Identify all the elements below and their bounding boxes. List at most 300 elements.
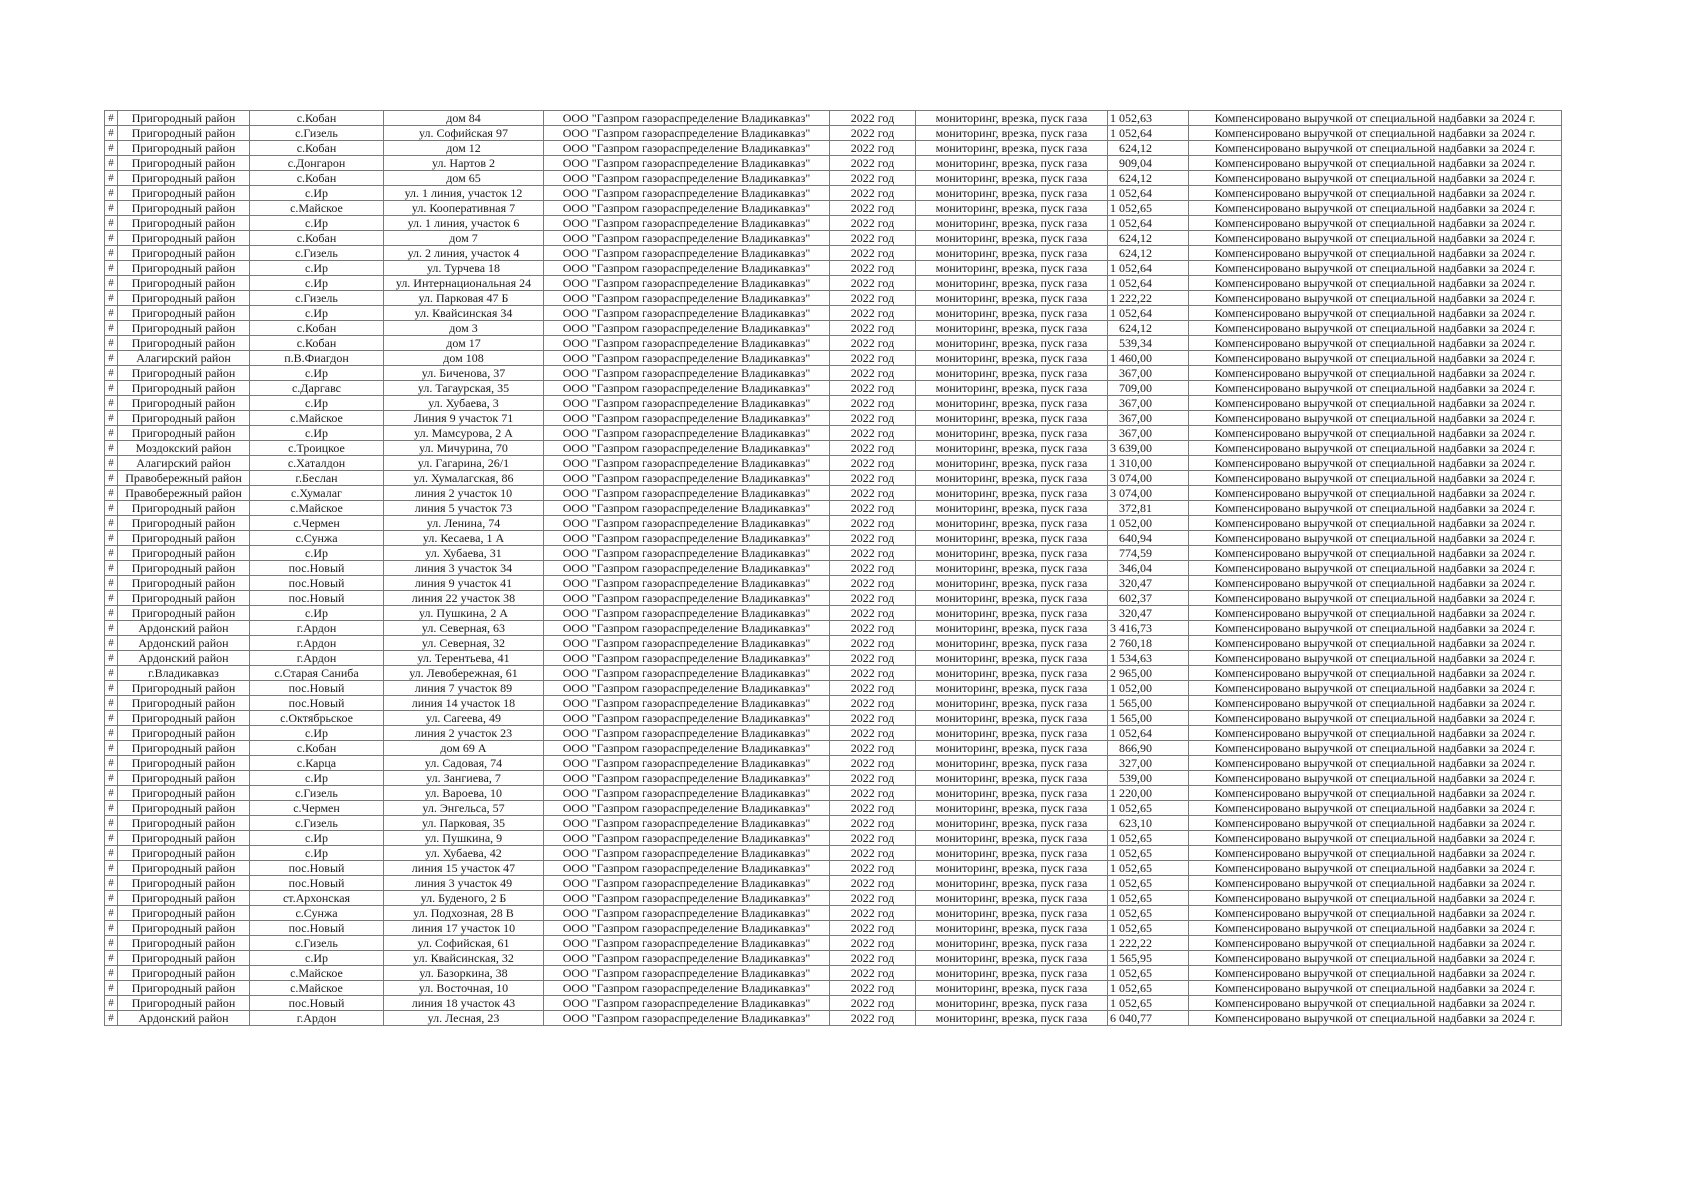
works-cell: мониторинг, врезка, пуск газа [916,516,1108,531]
organization-cell: ООО "Газпром газораспределение Владикавказ" [544,351,830,366]
table-row [105,621,1562,636]
note-cell: Компенсировано выручкой от специальной надбавки за 2024 г. [1189,366,1562,381]
note-cell: Компенсировано выручкой от специальной надбавки за 2024 г. [1189,696,1562,711]
settlement-cell: с.Ир [250,951,384,966]
address-cell: линия 3 участок 34 [384,561,544,576]
table-row [105,291,1562,306]
amount-cell: 6 040,77 [1108,1011,1189,1026]
works-cell: мониторинг, врезка, пуск газа [916,636,1108,651]
year-cell: 2022 год [830,966,916,981]
note-cell: Компенсировано выручкой от специальной надбавки за 2024 г. [1189,336,1562,351]
district-cell: Пригородный район [118,711,250,726]
row-marker: # [105,561,118,576]
year-cell: 2022 год [830,621,916,636]
amount-cell: 367,00 [1108,426,1189,441]
table-row [105,501,1562,516]
district-cell: Правобережный район [118,486,250,501]
district-cell: Пригородный район [118,576,250,591]
year-cell: 2022 год [830,531,916,546]
works-cell: мониторинг, врезка, пуск газа [916,561,1108,576]
organization-cell: ООО "Газпром газораспределение Владикавказ" [544,681,830,696]
district-cell: Ардонский район [118,636,250,651]
settlement-cell: пос.Новый [250,996,384,1011]
note-cell: Компенсировано выручкой от специальной надбавки за 2024 г. [1189,846,1562,861]
settlement-cell: с.Гизель [250,786,384,801]
row-marker: # [105,741,118,756]
table-row [105,516,1562,531]
table-row [105,216,1562,231]
note-cell: Компенсировано выручкой от специальной надбавки за 2024 г. [1189,276,1562,291]
amount-cell: 602,37 [1108,591,1189,606]
works-cell: мониторинг, врезка, пуск газа [916,621,1108,636]
amount-cell: 1 052,65 [1108,891,1189,906]
settlement-cell: с.Ир [250,396,384,411]
address-cell: ул. Тагаурская, 35 [384,381,544,396]
organization-cell: ООО "Газпром газораспределение Владикавказ" [544,651,830,666]
district-cell: Пригородный район [118,756,250,771]
amount-cell: 3 074,00 [1108,471,1189,486]
address-cell: ул. Квайсинская 34 [384,306,544,321]
note-cell: Компенсировано выручкой от специальной надбавки за 2024 г. [1189,816,1562,831]
note-cell: Компенсировано выручкой от специальной надбавки за 2024 г. [1189,726,1562,741]
note-cell: Компенсировано выручкой от специальной надбавки за 2024 г. [1189,546,1562,561]
table-row [105,156,1562,171]
address-cell: ул. Хубаева, 3 [384,396,544,411]
address-cell: дом 65 [384,171,544,186]
works-cell: мониторинг, врезка, пуск газа [916,951,1108,966]
note-cell: Компенсировано выручкой от специальной надбавки за 2024 г. [1189,921,1562,936]
amount-cell: 1 460,00 [1108,351,1189,366]
row-marker: # [105,141,118,156]
note-cell: Компенсировано выручкой от специальной надбавки за 2024 г. [1189,291,1562,306]
settlement-cell: г.Ардон [250,636,384,651]
address-cell: ул. Парковая, 35 [384,816,544,831]
district-cell: Пригородный район [118,546,250,561]
amount-cell: 1 052,65 [1108,966,1189,981]
year-cell: 2022 год [830,276,916,291]
settlement-cell: пос.Новый [250,861,384,876]
organization-cell: ООО "Газпром газораспределение Владикавказ" [544,516,830,531]
settlement-cell: с.Ир [250,276,384,291]
address-cell: ул. Биченова, 37 [384,366,544,381]
row-marker: # [105,621,118,636]
organization-cell: ООО "Газпром газораспределение Владикавказ" [544,381,830,396]
year-cell: 2022 год [830,681,916,696]
address-cell: ул. Нартов 2 [384,156,544,171]
works-cell: мониторинг, врезка, пуск газа [916,246,1108,261]
year-cell: 2022 год [830,876,916,891]
amount-cell: 866,90 [1108,741,1189,756]
district-cell: Пригородный район [118,306,250,321]
works-cell: мониторинг, врезка, пуск газа [916,666,1108,681]
year-cell: 2022 год [830,756,916,771]
organization-cell: ООО "Газпром газораспределение Владикавказ" [544,591,830,606]
organization-cell: ООО "Газпром газораспределение Владикавказ" [544,246,830,261]
settlement-cell: ст.Архонская [250,891,384,906]
table-row [105,756,1562,771]
organization-cell: ООО "Газпром газораспределение Владикавказ" [544,981,830,996]
table-body [105,111,1562,1026]
works-cell: мониторинг, врезка, пуск газа [916,726,1108,741]
amount-cell: 624,12 [1108,231,1189,246]
note-cell: Компенсировано выручкой от специальной надбавки за 2024 г. [1189,111,1562,126]
address-cell: Линия 9 участок 71 [384,411,544,426]
row-marker: # [105,1011,118,1026]
organization-cell: ООО "Газпром газораспределение Владикавказ" [544,966,830,981]
amount-cell: 1 052,65 [1108,861,1189,876]
address-cell: линия 15 участок 47 [384,861,544,876]
works-cell: мониторинг, врезка, пуск газа [916,876,1108,891]
year-cell: 2022 год [830,771,916,786]
note-cell: Компенсировано выручкой от специальной надбавки за 2024 г. [1189,996,1562,1011]
amount-cell: 1 052,00 [1108,681,1189,696]
table-row [105,111,1562,126]
organization-cell: ООО "Газпром газораспределение Владикавказ" [544,426,830,441]
works-cell: мониторинг, врезка, пуск газа [916,981,1108,996]
works-cell: мониторинг, врезка, пуск газа [916,576,1108,591]
note-cell: Компенсировано выручкой от специальной надбавки за 2024 г. [1189,126,1562,141]
table-row [105,846,1562,861]
settlement-cell: п.В.Фиагдон [250,351,384,366]
organization-cell: ООО "Газпром газораспределение Владикавказ" [544,831,830,846]
address-cell: ул. Софийская 97 [384,126,544,141]
address-cell: дом 108 [384,351,544,366]
year-cell: 2022 год [830,981,916,996]
table-row [105,636,1562,651]
organization-cell: ООО "Газпром газораспределение Владикавказ" [544,411,830,426]
table-row [105,771,1562,786]
works-cell: мониторинг, врезка, пуск газа [916,411,1108,426]
settlement-cell: с.Кобан [250,141,384,156]
organization-cell: ООО "Газпром газораспределение Владикавказ" [544,456,830,471]
amount-cell: 2 760,18 [1108,636,1189,651]
organization-cell: ООО "Газпром газораспределение Владикавказ" [544,396,830,411]
organization-cell: ООО "Газпром газораспределение Владикавказ" [544,996,830,1011]
organization-cell: ООО "Газпром газораспределение Владикавказ" [544,171,830,186]
note-cell: Компенсировано выручкой от специальной надбавки за 2024 г. [1189,756,1562,771]
row-marker: # [105,756,118,771]
table-row [105,981,1562,996]
address-cell: ул. Пушкина, 2 А [384,606,544,621]
organization-cell: ООО "Газпром газораспределение Владикавказ" [544,321,830,336]
address-cell: ул. Терентьева, 41 [384,651,544,666]
works-cell: мониторинг, врезка, пуск газа [916,171,1108,186]
table-row [105,366,1562,381]
row-marker: # [105,606,118,621]
address-cell: линия 18 участок 43 [384,996,544,1011]
amount-cell: 1 565,00 [1108,711,1189,726]
district-cell: Пригородный район [118,786,250,801]
settlement-cell: г.Беслан [250,471,384,486]
works-cell: мониторинг, врезка, пуск газа [916,351,1108,366]
table-row [105,726,1562,741]
row-marker: # [105,231,118,246]
table-row [105,126,1562,141]
year-cell: 2022 год [830,996,916,1011]
amount-cell: 1 565,95 [1108,951,1189,966]
table-row [105,951,1562,966]
year-cell: 2022 год [830,171,916,186]
year-cell: 2022 год [830,726,916,741]
district-cell: Пригородный район [118,741,250,756]
amount-cell: 2 965,00 [1108,666,1189,681]
row-marker: # [105,921,118,936]
amount-cell: 640,94 [1108,531,1189,546]
district-cell: Пригородный район [118,111,250,126]
organization-cell: ООО "Газпром газораспределение Владикавказ" [544,216,830,231]
organization-cell: ООО "Газпром газораспределение Владикавказ" [544,756,830,771]
organization-cell: ООО "Газпром газораспределение Владикавказ" [544,201,830,216]
organization-cell: ООО "Газпром газораспределение Владикавказ" [544,366,830,381]
note-cell: Компенсировано выручкой от специальной надбавки за 2024 г. [1189,906,1562,921]
settlement-cell: с.Ир [250,831,384,846]
organization-cell: ООО "Газпром газораспределение Владикавказ" [544,546,830,561]
settlement-cell: с.Сунжа [250,906,384,921]
row-marker: # [105,576,118,591]
amount-cell: 367,00 [1108,411,1189,426]
table-row [105,396,1562,411]
row-marker: # [105,261,118,276]
organization-cell: ООО "Газпром газораспределение Владикавказ" [544,231,830,246]
note-cell: Компенсировано выручкой от специальной надбавки за 2024 г. [1189,576,1562,591]
district-cell: Пригородный район [118,936,250,951]
row-marker: # [105,771,118,786]
district-cell: Пригородный район [118,231,250,246]
table-row [105,321,1562,336]
row-marker: # [105,486,118,501]
address-cell: линия 7 участок 89 [384,681,544,696]
table-row [105,411,1562,426]
row-marker: # [105,831,118,846]
row-marker: # [105,546,118,561]
year-cell: 2022 год [830,411,916,426]
note-cell: Компенсировано выручкой от специальной надбавки за 2024 г. [1189,171,1562,186]
year-cell: 2022 год [830,351,916,366]
note-cell: Компенсировано выручкой от специальной надбавки за 2024 г. [1189,201,1562,216]
settlement-cell: с.Майское [250,411,384,426]
amount-cell: 1 052,63 [1108,111,1189,126]
works-cell: мониторинг, врезка, пуск газа [916,711,1108,726]
district-cell: Пригородный район [118,561,250,576]
district-cell: Пригородный район [118,726,250,741]
year-cell: 2022 год [830,486,916,501]
settlement-cell: с.Кобан [250,336,384,351]
note-cell: Компенсировано выручкой от специальной надбавки за 2024 г. [1189,651,1562,666]
settlement-cell: с.Ир [250,306,384,321]
row-marker: # [105,411,118,426]
district-cell: Пригородный район [118,696,250,711]
amount-cell: 909,04 [1108,156,1189,171]
organization-cell: ООО "Газпром газораспределение Владикавказ" [544,846,830,861]
address-cell: ул. 2 линия, участок 4 [384,246,544,261]
works-cell: мониторинг, врезка, пуск газа [916,261,1108,276]
table-row [105,996,1562,1011]
table-row [105,831,1562,846]
row-marker: # [105,201,118,216]
note-cell: Компенсировано выручкой от специальной надбавки за 2024 г. [1189,471,1562,486]
amount-cell: 367,00 [1108,396,1189,411]
settlement-cell: с.Ир [250,726,384,741]
district-cell: Пригородный район [118,876,250,891]
amount-cell: 1 222,22 [1108,936,1189,951]
works-cell: мониторинг, врезка, пуск газа [916,966,1108,981]
settlement-cell: с.Даргавс [250,381,384,396]
amount-cell: 1 052,64 [1108,726,1189,741]
row-marker: # [105,111,118,126]
year-cell: 2022 год [830,831,916,846]
settlement-cell: пос.Новый [250,561,384,576]
note-cell: Компенсировано выручкой от специальной надбавки за 2024 г. [1189,741,1562,756]
district-cell: Пригородный район [118,141,250,156]
works-cell: мониторинг, врезка, пуск газа [916,891,1108,906]
table-row [105,861,1562,876]
settlement-cell: с.Кобан [250,171,384,186]
row-marker: # [105,906,118,921]
address-cell: ул. Энгельса, 57 [384,801,544,816]
row-marker: # [105,246,118,261]
district-cell: Пригородный район [118,261,250,276]
note-cell: Компенсировано выручкой от специальной надбавки за 2024 г. [1189,156,1562,171]
table-row [105,336,1562,351]
amount-cell: 1 052,64 [1108,276,1189,291]
note-cell: Компенсировано выручкой от специальной надбавки за 2024 г. [1189,246,1562,261]
row-marker: # [105,876,118,891]
year-cell: 2022 год [830,936,916,951]
row-marker: # [105,171,118,186]
settlement-cell: пос.Новый [250,876,384,891]
year-cell: 2022 год [830,561,916,576]
row-marker: # [105,666,118,681]
settlement-cell: с.Кобан [250,741,384,756]
row-marker: # [105,591,118,606]
year-cell: 2022 год [830,801,916,816]
address-cell: ул. Северная, 32 [384,636,544,651]
table-row [105,351,1562,366]
district-cell: Пригородный район [118,246,250,261]
address-cell: ул. Мичурина, 70 [384,441,544,456]
note-cell: Компенсировано выручкой от специальной надбавки за 2024 г. [1189,261,1562,276]
address-cell: дом 12 [384,141,544,156]
organization-cell: ООО "Газпром газораспределение Владикавказ" [544,921,830,936]
organization-cell: ООО "Газпром газораспределение Владикавказ" [544,741,830,756]
settlement-cell: с.Майское [250,966,384,981]
table-row [105,441,1562,456]
note-cell: Компенсировано выручкой от специальной надбавки за 2024 г. [1189,951,1562,966]
district-cell: Пригородный район [118,846,250,861]
table-row [105,306,1562,321]
address-cell: ул. Зангиева, 7 [384,771,544,786]
year-cell: 2022 год [830,456,916,471]
address-cell: ул. Хубаева, 42 [384,846,544,861]
table-row [105,546,1562,561]
note-cell: Компенсировано выручкой от специальной надбавки за 2024 г. [1189,876,1562,891]
address-cell: ул. 1 линия, участок 12 [384,186,544,201]
district-cell: Ардонский район [118,651,250,666]
note-cell: Компенсировано выручкой от специальной надбавки за 2024 г. [1189,486,1562,501]
row-marker: # [105,996,118,1011]
note-cell: Компенсировано выручкой от специальной надбавки за 2024 г. [1189,891,1562,906]
year-cell: 2022 год [830,471,916,486]
row-marker: # [105,336,118,351]
organization-cell: ООО "Газпром газораспределение Владикавказ" [544,621,830,636]
year-cell: 2022 год [830,141,916,156]
works-cell: мониторинг, врезка, пуск газа [916,456,1108,471]
settlement-cell: пос.Новый [250,696,384,711]
district-cell: Пригородный район [118,126,250,141]
organization-cell: ООО "Газпром газораспределение Владикавказ" [544,801,830,816]
works-cell: мониторинг, врезка, пуск газа [916,936,1108,951]
works-cell: мониторинг, врезка, пуск газа [916,441,1108,456]
note-cell: Компенсировано выручкой от специальной надбавки за 2024 г. [1189,456,1562,471]
note-cell: Компенсировано выручкой от специальной надбавки за 2024 г. [1189,186,1562,201]
district-cell: Пригородный район [118,816,250,831]
note-cell: Компенсировано выручкой от специальной надбавки за 2024 г. [1189,681,1562,696]
settlement-cell: с.Ир [250,771,384,786]
table-row [105,486,1562,501]
note-cell: Компенсировано выручкой от специальной надбавки за 2024 г. [1189,711,1562,726]
table-row [105,531,1562,546]
year-cell: 2022 год [830,396,916,411]
amount-cell: 1 052,64 [1108,306,1189,321]
note-cell: Компенсировано выручкой от специальной надбавки за 2024 г. [1189,936,1562,951]
note-cell: Компенсировано выручкой от специальной надбавки за 2024 г. [1189,426,1562,441]
district-cell: Пригородный район [118,606,250,621]
year-cell: 2022 год [830,216,916,231]
year-cell: 2022 год [830,126,916,141]
settlement-cell: с.Гизель [250,291,384,306]
amount-cell: 624,12 [1108,246,1189,261]
table-row [105,576,1562,591]
organization-cell: ООО "Газпром газораспределение Владикавказ" [544,786,830,801]
year-cell: 2022 год [830,951,916,966]
table-row [105,651,1562,666]
year-cell: 2022 год [830,906,916,921]
organization-cell: ООО "Газпром газораспределение Владикавказ" [544,501,830,516]
works-cell: мониторинг, врезка, пуск газа [916,651,1108,666]
table-row [105,261,1562,276]
organization-cell: ООО "Газпром газораспределение Владикавказ" [544,771,830,786]
district-cell: Пригородный район [118,276,250,291]
district-cell: Пригородный район [118,951,250,966]
address-cell: ул. Кесаева, 1 А [384,531,544,546]
address-cell: ул. Интернациональная 24 [384,276,544,291]
works-cell: мониторинг, врезка, пуск газа [916,126,1108,141]
works-cell: мониторинг, врезка, пуск газа [916,156,1108,171]
amount-cell: 1 220,00 [1108,786,1189,801]
district-cell: Пригородный район [118,591,250,606]
works-cell: мониторинг, врезка, пуск газа [916,321,1108,336]
organization-cell: ООО "Газпром газораспределение Владикавказ" [544,336,830,351]
works-cell: мониторинг, врезка, пуск газа [916,801,1108,816]
note-cell: Компенсировано выручкой от специальной надбавки за 2024 г. [1189,231,1562,246]
year-cell: 2022 год [830,591,916,606]
table-row [105,741,1562,756]
organization-cell: ООО "Газпром газораспределение Владикавказ" [544,141,830,156]
organization-cell: ООО "Газпром газораспределение Владикавказ" [544,111,830,126]
row-marker: # [105,681,118,696]
table-row [105,801,1562,816]
address-cell: ул. Восточная, 10 [384,981,544,996]
works-cell: мониторинг, врезка, пуск газа [916,486,1108,501]
amount-cell: 372,81 [1108,501,1189,516]
year-cell: 2022 год [830,321,916,336]
address-cell: линия 14 участок 18 [384,696,544,711]
row-marker: # [105,156,118,171]
amount-cell: 1 052,64 [1108,186,1189,201]
table-row [105,471,1562,486]
works-cell: мониторинг, врезка, пуск газа [916,231,1108,246]
settlement-cell: с.Хумалаг [250,486,384,501]
